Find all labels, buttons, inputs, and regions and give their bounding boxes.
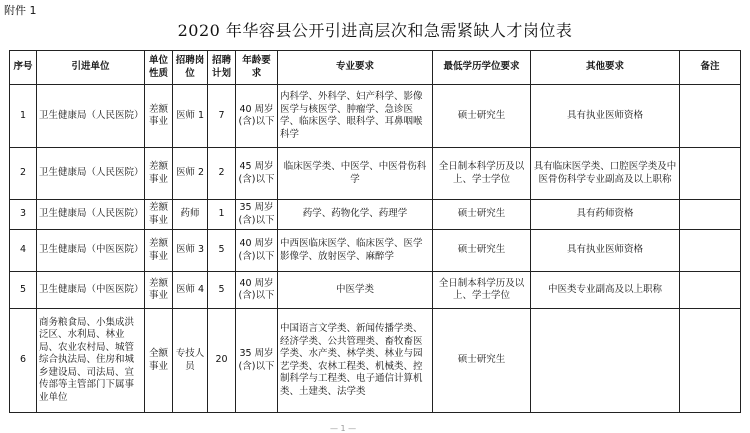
cell-other: 具有临床医学类、口腔医学类及中医骨伤科学专业副高及以上职称 xyxy=(531,148,680,200)
col-header-position: 招聘岗位 xyxy=(173,51,208,85)
cell-index: 1 xyxy=(10,85,37,148)
cell-position: 医师 3 xyxy=(173,230,208,272)
cell-education: 硕士研究生 xyxy=(433,230,531,272)
header-row xyxy=(10,51,741,85)
cell-index: 3 xyxy=(10,200,37,230)
cell-plan: 20 xyxy=(208,309,236,413)
cell-education: 硕士研究生 xyxy=(433,309,531,413)
table-row xyxy=(10,230,741,272)
cell-position: 医师 4 xyxy=(173,272,208,309)
cell-major: 中西医临床医学、临床医学、医学影像学、放射医学、麻醉学 xyxy=(278,230,433,272)
cell-unit: 卫生健康局（中医医院） xyxy=(37,230,145,272)
table-row xyxy=(10,148,741,200)
cell-index: 4 xyxy=(10,230,37,272)
cell-major: 中国语言文学类、新闻传播学类、经济学类、公共管理类、畜牧畜医学类、水产类、林学类、林业与园艺学类、农林工程类、机械类、控制科学与工程类、电子通信计算机类、土建类、法学类 xyxy=(278,309,433,413)
cell-remark xyxy=(680,230,741,272)
cell-plan: 7 xyxy=(208,85,236,148)
cell-remark xyxy=(680,200,741,230)
cell-unit: 卫生健康局（中医医院） xyxy=(37,272,145,309)
cell-education: 全日制本科学历及以上、学士学位 xyxy=(433,272,531,309)
cell-education: 硕士研究生 xyxy=(433,200,531,230)
col-header-unit-type: 单位性质 xyxy=(145,51,173,85)
cell-age: 40 周岁(含)以下 xyxy=(236,230,278,272)
cell-plan: 2 xyxy=(208,148,236,200)
cell-plan: 1 xyxy=(208,200,236,230)
cell-major: 中医学类 xyxy=(278,272,433,309)
cell-age: 35 周岁(含)以下 xyxy=(236,309,278,413)
cell-unit: 卫生健康局（人民医院） xyxy=(37,200,145,230)
cell-remark xyxy=(680,148,741,200)
col-header-age: 年龄要求 xyxy=(236,51,278,85)
page-number: — 1 — xyxy=(330,424,357,433)
positions-table xyxy=(9,50,741,413)
col-header-unit: 引进单位 xyxy=(37,51,145,85)
cell-unit: 卫生健康局（人民医院） xyxy=(37,85,145,148)
cell-unit-type: 差额事业 xyxy=(145,200,173,230)
cell-position: 医师 1 xyxy=(173,85,208,148)
cell-education: 硕士研究生 xyxy=(433,85,531,148)
document-title: 2020 年华容县公开引进高层次和急需紧缺人才岗位表 xyxy=(177,21,573,40)
table-row xyxy=(10,272,741,309)
table-row xyxy=(10,309,741,413)
cell-other: 具有执业医师资格 xyxy=(531,230,680,272)
col-header-index: 序号 xyxy=(10,51,37,85)
cell-position: 药师 xyxy=(173,200,208,230)
col-header-education: 最低学历学位要求 xyxy=(433,51,531,85)
cell-unit-type: 全额事业 xyxy=(145,309,173,413)
cell-remark xyxy=(680,272,741,309)
cell-other: 具有执业医师资格 xyxy=(531,85,680,148)
cell-unit-type: 差额事业 xyxy=(145,272,173,309)
attachment-label: 附件 1 xyxy=(4,4,37,17)
cell-age: 35 周岁(含)以下 xyxy=(236,200,278,230)
cell-plan: 5 xyxy=(208,230,236,272)
cell-age: 45 周岁(含)以下 xyxy=(236,148,278,200)
cell-remark xyxy=(680,85,741,148)
cell-unit: 卫生健康局（人民医院） xyxy=(37,148,145,200)
cell-remark xyxy=(680,309,741,413)
cell-position: 医师 2 xyxy=(173,148,208,200)
cell-other: 具有药师资格 xyxy=(531,200,680,230)
cell-major: 内科学、外科学、妇产科学、影像医学与核医学、肿瘤学、急诊医学、临床医学、眼科学、耳鼻咽喉科学 xyxy=(278,85,433,148)
table-row xyxy=(10,85,741,148)
cell-major: 临床医学类、中医学、中医骨伤科学 xyxy=(278,148,433,200)
cell-plan: 5 xyxy=(208,272,236,309)
cell-index: 2 xyxy=(10,148,37,200)
col-header-plan: 招聘计划 xyxy=(208,51,236,85)
cell-unit-type: 差额事业 xyxy=(145,148,173,200)
col-header-major: 专业要求 xyxy=(278,51,433,85)
cell-index: 6 xyxy=(10,309,37,413)
cell-unit-type: 差额事业 xyxy=(145,230,173,272)
table-row xyxy=(10,200,741,230)
cell-age: 40 周岁(含)以下 xyxy=(236,272,278,309)
cell-major: 药学、药物化学、药理学 xyxy=(278,200,433,230)
cell-index: 5 xyxy=(10,272,37,309)
cell-other: 中医类专业副高及以上职称 xyxy=(531,272,680,309)
cell-education: 全日制本科学历及以上、学士学位 xyxy=(433,148,531,200)
col-header-other: 其他要求 xyxy=(531,51,680,85)
col-header-remark: 备注 xyxy=(680,51,741,85)
cell-unit-type: 差额事业 xyxy=(145,85,173,148)
cell-unit: 商务粮食局、小集成洪泛区、水利局、林业局、农业农村局、城管综合执法局、住房和城乡建设局、司法局、宣传部等主管部门下属事业单位 xyxy=(37,309,145,413)
cell-position: 专技人员 xyxy=(173,309,208,413)
cell-age: 40 周岁(含)以下 xyxy=(236,85,278,148)
cell-other xyxy=(531,309,680,413)
